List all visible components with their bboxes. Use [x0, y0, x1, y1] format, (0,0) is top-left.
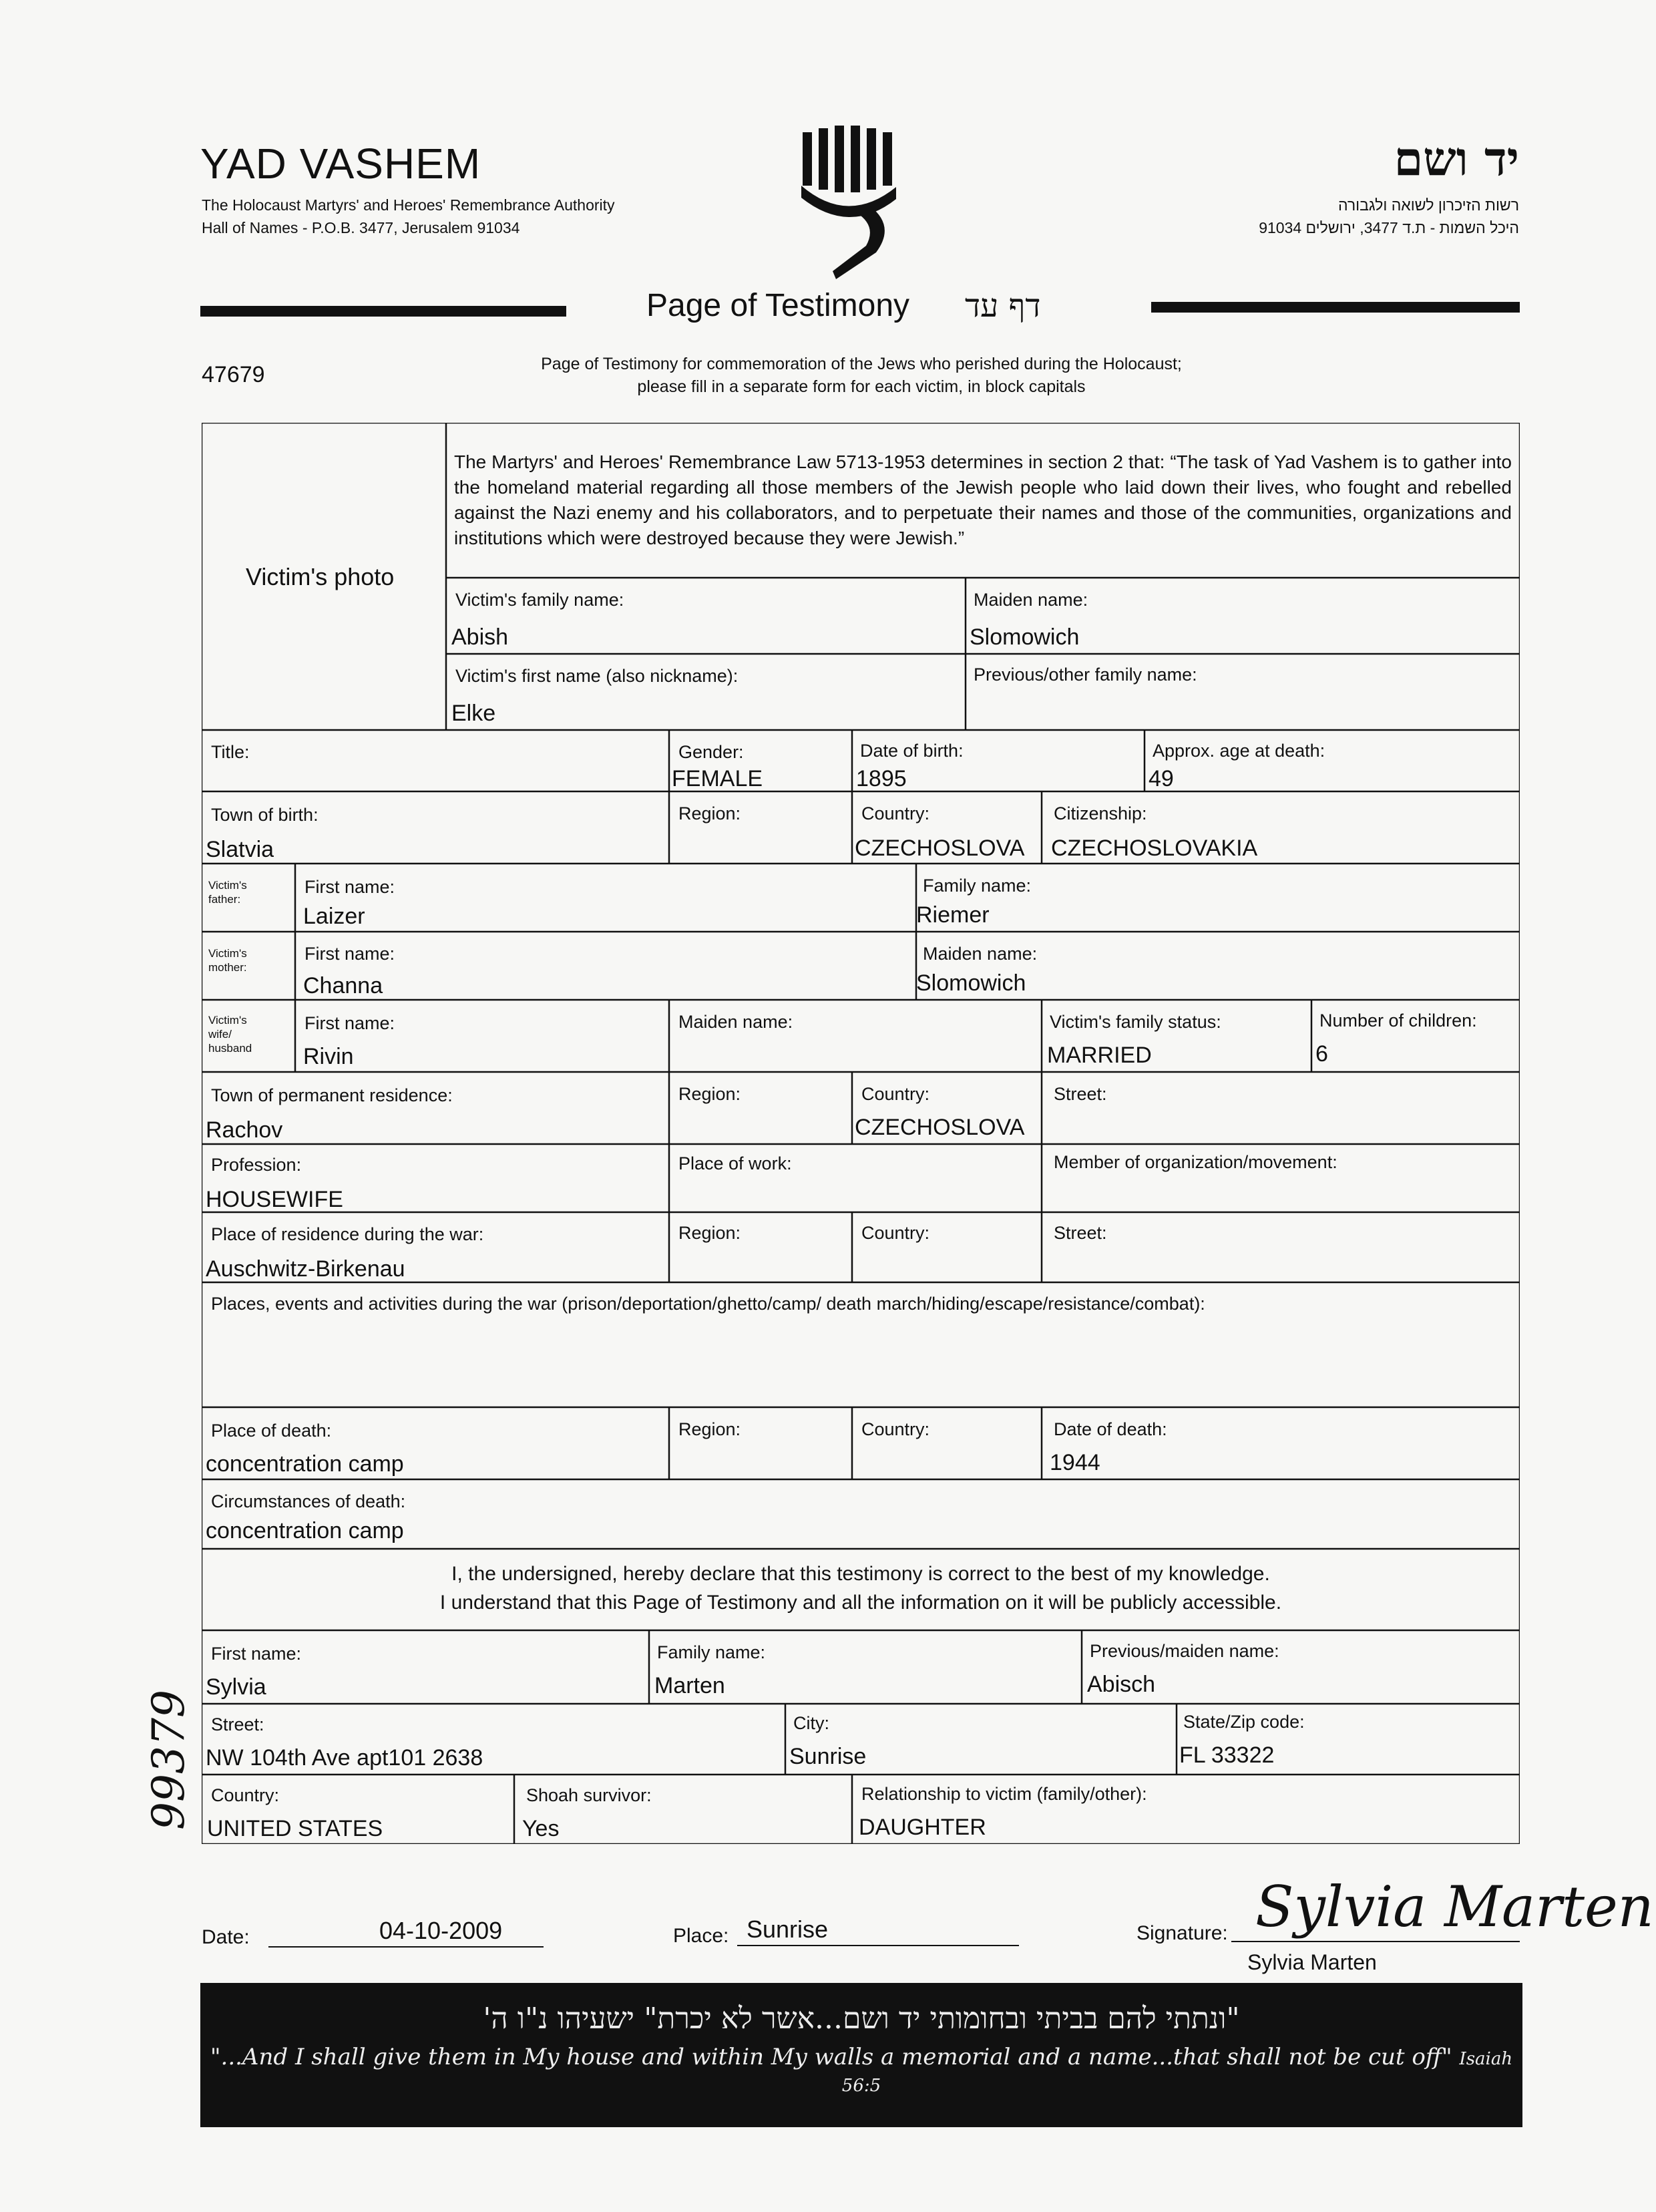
father-family-name-label: Family name: — [923, 876, 1032, 896]
spouse-first-name-label: First name: — [304, 1013, 395, 1033]
gender-label: Gender: — [678, 742, 744, 762]
signature-script: Sylvia Marten — [1255, 1874, 1654, 1940]
submitter-first-name[interactable]: Sylvia — [206, 1674, 266, 1700]
war-residence-label: Place of residence during the war: — [211, 1224, 484, 1244]
death-circumstances-label: Circumstances of death: — [211, 1491, 406, 1511]
father-family-name[interactable]: Riemer — [916, 902, 990, 928]
gender-value[interactable]: FEMALE — [672, 766, 763, 791]
submitter-country-label: Country: — [211, 1785, 280, 1805]
children-label: Number of children: — [1319, 1010, 1477, 1031]
residence-region-label: Region: — [678, 1084, 741, 1104]
submitter-family-name[interactable]: Marten — [654, 1673, 725, 1698]
mother-first-name-label: First name: — [304, 944, 395, 964]
spouse-side-label: Victim's wife/ husband — [208, 1014, 252, 1055]
header-bar-right — [1151, 302, 1520, 313]
date-value[interactable]: 04-10-2009 — [379, 1917, 503, 1944]
victim-family-name[interactable]: Abish — [451, 624, 509, 650]
relationship-value[interactable]: DAUGHTER — [859, 1815, 986, 1840]
form-notice-1: Page of Testimony for commemoration of the Jews who perished during the Holocaust; — [541, 355, 1182, 373]
war-street-label: Street: — [1054, 1223, 1107, 1243]
org-subtitle-he-1: רשות הזיכרון לשואה ולגבורה — [1337, 196, 1519, 214]
victim-first-name[interactable]: Elke — [451, 701, 496, 726]
testimony-form — [202, 423, 1520, 1844]
handwritten-number: 99379 — [143, 1690, 194, 1830]
submitter-city[interactable]: Sunrise — [789, 1744, 867, 1769]
org-name-en: YAD VASHEM — [200, 140, 481, 188]
header-bar-left — [200, 306, 566, 317]
war-country-label: Country: — [861, 1223, 930, 1243]
quote-reference: Isaiah 56:5 — [841, 2049, 1513, 2096]
quote-english: "...And I shall give them in My house and within My walls a memorial and a name...that shall not be cut off" Isaiah 56:5 — [210, 2044, 1513, 2096]
law-text: The Martyrs' and Heroes' Remembrance Law 5713-1953 determines in section 2 that: “The task of Yad Vashem is to gather into the homeland material regarding all those members of the Jewish people who laid down their lives, who fought and rebelled against the Nazi enemy and his collaborators, and to perpetuate their names and those of the communities, organizations and institutions which were destroyed because they were Jewish.” — [454, 451, 1512, 548]
mother-maiden-name-label: Maiden name: — [923, 944, 1038, 964]
org-name-he: יד ושם — [1394, 131, 1519, 186]
org-subtitle-en-1: The Holocaust Martyrs' and Heroes' Remembrance Authority — [202, 196, 615, 214]
father-first-name-label: First name: — [304, 877, 395, 897]
father-side-label: Victim's father: — [208, 879, 247, 906]
submitter-city-label: City: — [793, 1713, 829, 1733]
place-of-work-label: Place of work: — [678, 1153, 792, 1173]
war-residence-value[interactable]: Auschwitz-Birkenau — [206, 1256, 405, 1282]
place-value[interactable]: Sunrise — [747, 1915, 829, 1943]
mother-first-name[interactable]: Channa — [303, 973, 383, 998]
death-date-label: Date of death: — [1054, 1419, 1167, 1439]
war-events-label: Places, events and activities during the war (prison/deportation/ghetto/camp/ death march/hiding/escape/resistance/combat): — [211, 1294, 1205, 1314]
death-country-label: Country: — [861, 1419, 930, 1439]
residence-town-label: Town of permanent residence: — [211, 1085, 453, 1105]
victim-maiden-name-label: Maiden name: — [974, 590, 1088, 610]
profession-label: Profession: — [211, 1155, 302, 1175]
signature-underline — [1231, 1941, 1520, 1942]
page-title: Page of Testimony — [646, 288, 910, 323]
submitter-prev-name-label: Previous/maiden name: — [1090, 1641, 1279, 1661]
citizenship-value[interactable]: CZECHOSLOVAKIA — [1051, 836, 1258, 861]
children-value[interactable]: 6 — [1315, 1041, 1328, 1067]
victim-previous-name-label: Previous/other family name: — [974, 665, 1197, 685]
quote-hebrew: "ונתתי להם בביתי ובחומותי יד ושם...אשר לא יכרת" ישעיהו נ"ו ה' — [483, 2002, 1240, 2036]
mother-side-label: Victim's mother: — [208, 947, 247, 974]
residence-street-label: Street: — [1054, 1084, 1107, 1104]
town-birth-value[interactable]: Slatvia — [206, 837, 274, 862]
family-status-value[interactable]: MARRIED — [1047, 1043, 1152, 1068]
death-place-label: Place of death: — [211, 1421, 332, 1441]
submitter-state[interactable]: FL 33322 — [1179, 1742, 1275, 1768]
submitter-first-name-label: First name: — [211, 1644, 302, 1664]
place-underline — [737, 1945, 1019, 1946]
victim-maiden-name[interactable]: Slomowich — [970, 624, 1080, 650]
birth-country-value[interactable]: CZECHOSLOVA — [855, 836, 1025, 861]
town-birth-label: Town of birth: — [211, 805, 319, 825]
death-region-label: Region: — [678, 1419, 741, 1439]
father-first-name[interactable]: Laizer — [303, 904, 365, 929]
date-label: Date: — [202, 1926, 250, 1948]
submitter-prev-name[interactable]: Abisch — [1087, 1672, 1156, 1697]
spouse-maiden-name-label: Maiden name: — [678, 1012, 793, 1032]
victim-photo-label: Victim's photo — [246, 563, 395, 590]
residence-country-value[interactable]: CZECHOSLOVA — [855, 1115, 1025, 1140]
signature-name: Sylvia Marten — [1247, 1950, 1377, 1974]
page-title-he: דף עד — [965, 287, 1041, 325]
residence-country-label: Country: — [861, 1084, 930, 1104]
dob-label: Date of birth: — [860, 741, 964, 761]
submitter-street-label: Street: — [211, 1714, 264, 1734]
organization-label: Member of organization/movement: — [1054, 1152, 1337, 1172]
relationship-label: Relationship to victim (family/other): — [861, 1784, 1147, 1804]
victim-family-name-label: Victim's family name: — [455, 590, 624, 610]
submitter-country[interactable]: UNITED STATES — [207, 1816, 383, 1841]
place-label: Place: — [673, 1925, 729, 1947]
family-status-label: Victim's family status: — [1050, 1012, 1221, 1032]
spouse-first-name[interactable]: Rivin — [303, 1044, 354, 1069]
dob-value[interactable]: 1895 — [856, 766, 907, 791]
mother-maiden-name[interactable]: Slomowich — [916, 970, 1026, 996]
survivor-label: Shoah survivor: — [526, 1785, 652, 1805]
death-date-value[interactable]: 1944 — [1050, 1450, 1100, 1475]
birth-country-label: Country: — [861, 803, 930, 823]
footer-quote-banner — [200, 1983, 1522, 2127]
age-label: Approx. age at death: — [1153, 741, 1325, 761]
profession-value[interactable]: HOUSEWIFE — [206, 1187, 343, 1212]
death-place-value[interactable]: concentration camp — [206, 1451, 404, 1477]
birth-region-label: Region: — [678, 803, 741, 823]
citizenship-label: Citizenship: — [1054, 803, 1147, 823]
form-number: 47679 — [202, 362, 265, 387]
form-notice-2: please fill in a separate form for each victim, in block capitals — [637, 377, 1086, 396]
death-circumstances-value[interactable]: concentration camp — [206, 1518, 404, 1543]
title-label: Title: — [211, 742, 250, 762]
declaration: I, the undersigned, hereby declare that this testimony is correct to the best of my knowledge. I understand that this Page of Testimony and all the information on it will be publicly accessible. — [439, 1563, 1282, 1614]
age-value[interactable]: 49 — [1149, 766, 1174, 791]
submitter-family-name-label: Family name: — [657, 1642, 766, 1662]
residence-town-value[interactable]: Rachov — [206, 1117, 283, 1143]
war-region-label: Region: — [678, 1223, 741, 1243]
yad-vashem-logo-icon — [796, 126, 903, 286]
date-underline — [268, 1946, 544, 1948]
submitter-state-label: State/Zip code: — [1183, 1712, 1305, 1732]
survivor-value[interactable]: Yes — [522, 1816, 560, 1841]
signature-label: Signature: — [1136, 1922, 1228, 1944]
org-subtitle-he-2: היכל השמות - ת.ד 3477, ירושלים 91034 — [1259, 219, 1519, 236]
org-subtitle-en-2: Hall of Names - P.O.B. 3477, Jerusalem 91034 — [202, 219, 520, 236]
submitter-street[interactable]: NW 104th Ave apt101 2638 — [206, 1745, 483, 1771]
victim-first-name-label: Victim's first name (also nickname): — [455, 666, 739, 686]
